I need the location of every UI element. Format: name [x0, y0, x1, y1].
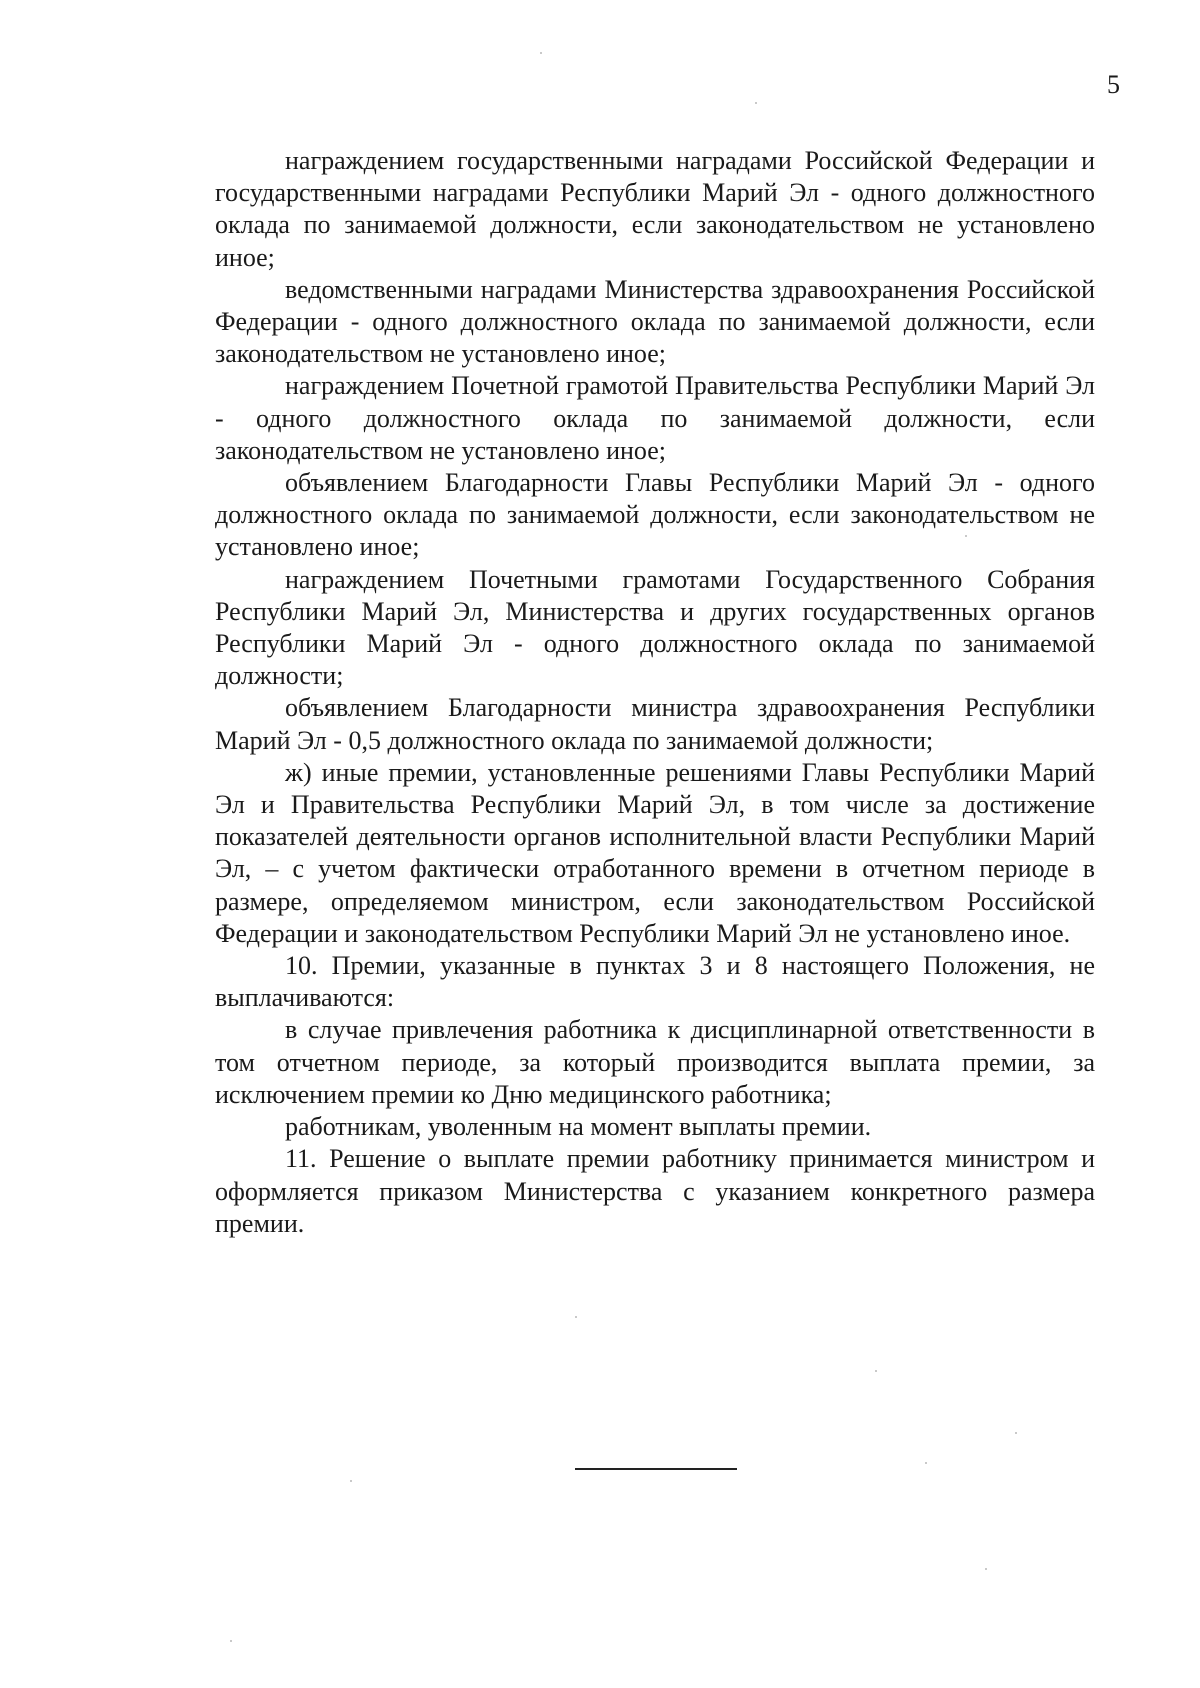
scan-speck — [985, 1568, 987, 1570]
paragraph: ведомственными наградами Министерства здравоохранения Российской Федерации - одного должностного оклада по занимаемой должности, если законодательством не установлено иное; — [215, 274, 1095, 369]
paragraph: 11. Решение о выплате премии работнику принимается министром и оформляется приказом Министерства с указанием конкретного размера премии. — [215, 1144, 1095, 1238]
scan-speck — [350, 1480, 352, 1482]
paragraph: 10. Премии, указанные в пунктах 3 и 8 настоящего Положения, не выплачиваются: — [215, 951, 1095, 1013]
scan-speck — [1015, 1432, 1017, 1434]
paragraph: в случае привлечения работника к дисциплинарной ответственности в том отчетном периоде, за который производится выплата премии, за исключением премии ко Дню медицинского работника; — [215, 1015, 1095, 1109]
scan-speck — [965, 535, 967, 537]
paragraph: награждением государственными наградами Российской Федерации и государственными наградами Республики Марий Эл - одного должностного оклада по занимаемой должности, если законодательством не установлено иное; — [215, 146, 1095, 272]
scan-speck — [925, 1462, 927, 1464]
paragraph: ж) иные премии, установленные решениями Главы Республики Марий Эл и Правительства Республики Марий Эл, в том числе за достижение показателей деятельности органов исполнительной власти Республики Марий Эл, – с учетом фактически отработанного времени в отчетном периоде в размере, определяемом министром, если законодательством Российской Федерации и законодательством Республики Марий Эл не установлено иное. — [215, 757, 1095, 948]
closing-divider-line — [575, 1468, 737, 1470]
paragraph: награждением Почетной грамотой Правительства Республики Марий Эл - одного должностного оклада по занимаемой должности, если законодательством не установлено иное; — [215, 371, 1095, 465]
scan-speck — [755, 102, 757, 104]
page-number: 5 — [1107, 70, 1120, 99]
scan-speck — [540, 52, 542, 54]
scan-speck — [875, 1370, 877, 1372]
paragraph: награждением Почетными грамотами Государственного Собрания Республики Марий Эл, Министерства и других государственных органов Республики Марий Эл - одного должностного оклада по занимаемой должности; — [215, 564, 1095, 691]
paragraph: объявлением Благодарности министра здравоохранения Республики Марий Эл - 0,5 должностного оклада по занимаемой должности; — [215, 693, 1095, 755]
scan-speck — [230, 1640, 232, 1642]
paragraph: работникам, уволенным на момент выплаты премии. — [285, 1112, 872, 1142]
document-body — [215, 145, 1095, 1240]
scan-speck — [575, 1316, 577, 1318]
paragraph: объявлением Благодарности Главы Республики Марий Эл - одного должностного оклада по занимаемой должности, если законодательством не установлено иное; — [215, 468, 1095, 562]
